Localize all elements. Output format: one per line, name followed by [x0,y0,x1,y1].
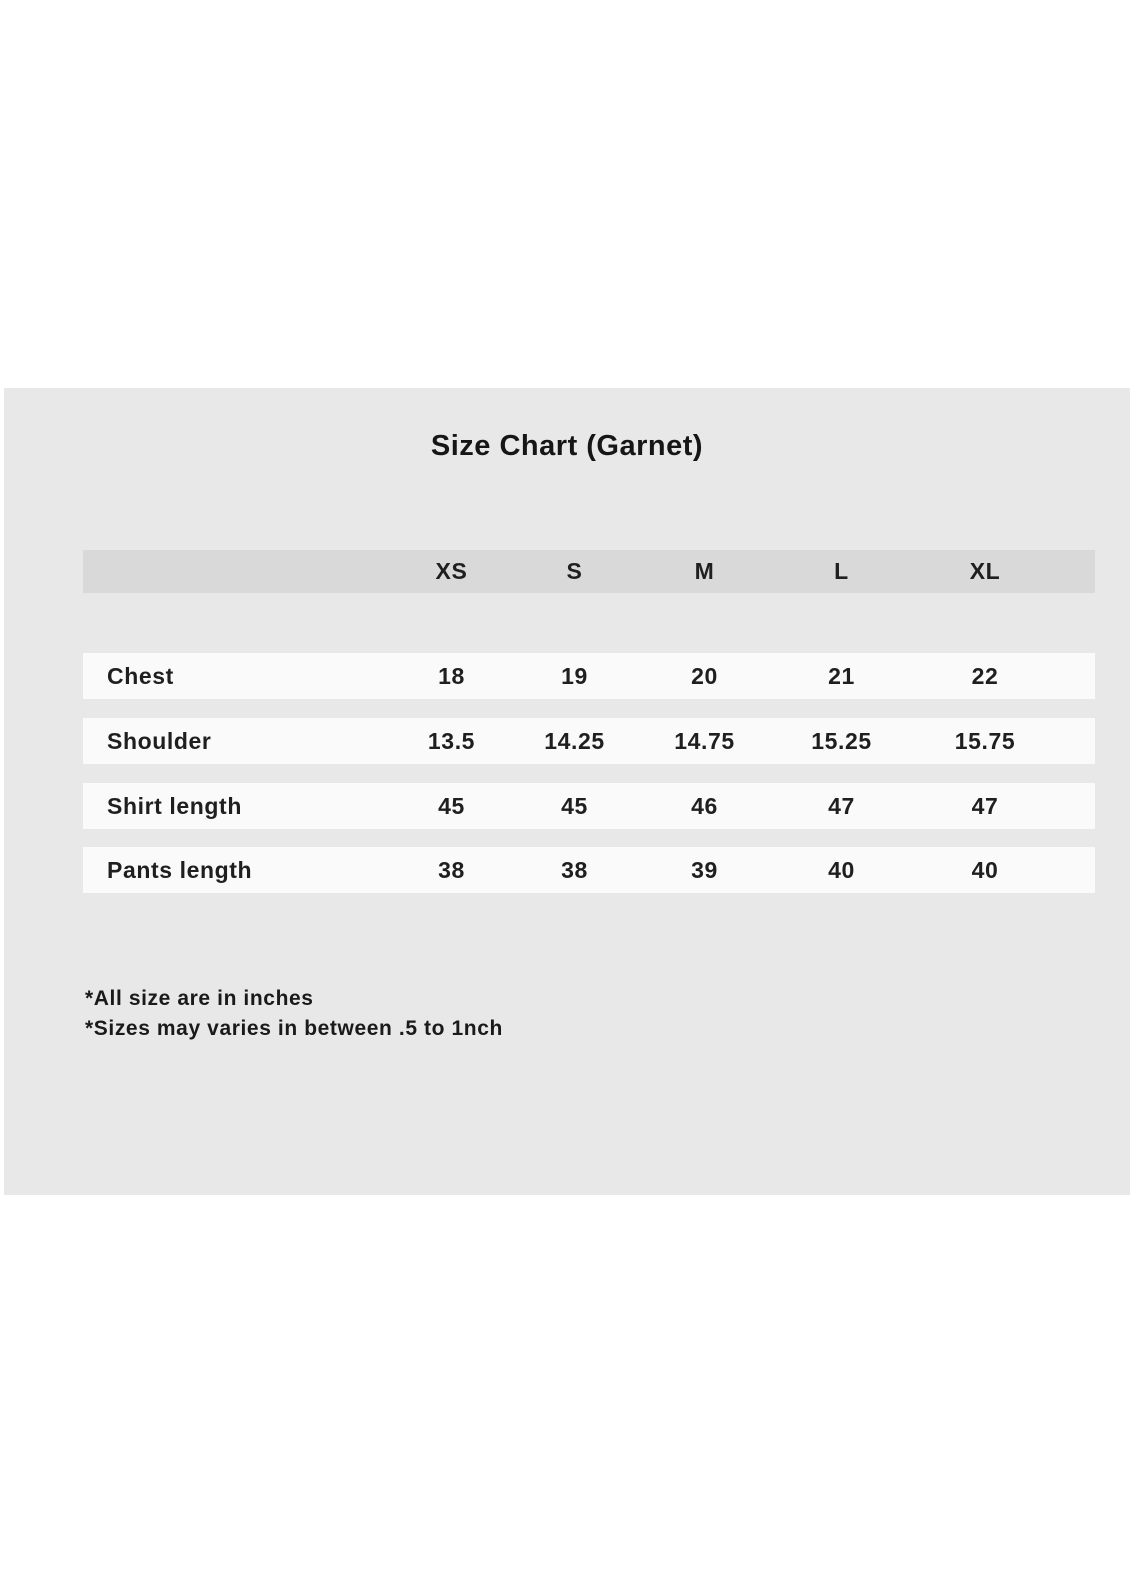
cell-shirt-length-xl: 47 [971,792,999,819]
cell-shirt-length-l: 47 [828,792,855,819]
cell-pants-length-s: 38 [561,856,588,883]
column-header-l: L [834,558,849,584]
cell-shoulder-xl: 15.75 [954,727,1016,754]
cell-shirt-length-m: 46 [691,792,718,819]
cell-pants-length-l: 40 [828,856,855,883]
footnote-line-units: *All size are in inches [85,987,314,1010]
footnotes [85,984,503,1044]
cell-shirt-length-xs: 45 [438,792,465,819]
table-row-shirt-length [83,783,1095,829]
cell-shoulder-l: 15.25 [811,727,872,754]
row-label: Chest [107,662,174,689]
column-header-xs: XS [435,558,468,584]
row-label: Pants length [107,856,253,883]
column-header-s: S [566,558,583,584]
size-chart-panel [4,388,1130,1195]
cell-shirt-length-s: 45 [561,792,588,819]
table-header-row [83,550,1095,593]
cell-pants-length-xl: 40 [971,856,999,883]
cell-pants-length-m: 39 [691,856,718,883]
cell-shoulder-s: 14.25 [544,727,605,754]
row-label: Shoulder [107,727,212,754]
table-row-shoulder [83,718,1095,764]
cell-chest-l: 21 [828,662,855,689]
page-title: Size Chart (Garnet) [430,430,704,462]
column-header-m: M [694,558,715,584]
table-row-chest [83,653,1095,699]
cell-pants-length-xs: 38 [438,856,465,883]
footnote-line-variance: *Sizes may varies in between .5 to 1nch [85,1017,503,1040]
cell-chest-m: 20 [691,662,718,689]
row-label: Shirt length [107,792,242,819]
cell-shoulder-m: 14.75 [674,727,735,754]
cell-chest-s: 19 [561,662,588,689]
cell-chest-xl: 22 [971,662,999,689]
cell-shoulder-xs: 13.5 [427,727,476,754]
column-header-xl: XL [969,558,1001,584]
cell-chest-xs: 18 [438,662,465,689]
table-row-pants-length [83,847,1095,893]
